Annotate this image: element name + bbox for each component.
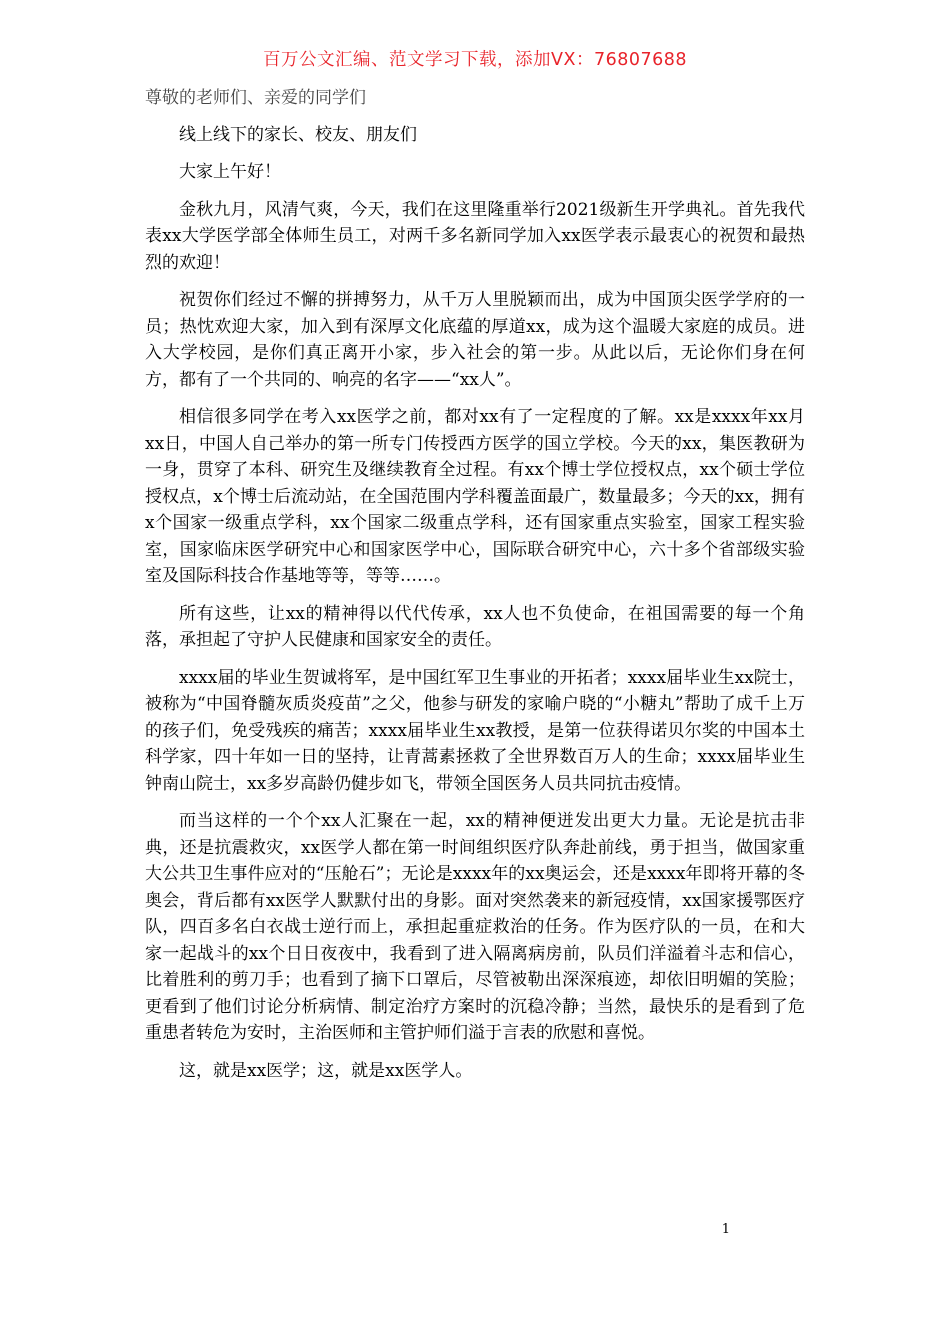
paragraph: 金秋九月，风清气爽，今天，我们在这里隆重举行2021级新生开学典礼。首先我代表xx大学医学部全体师生员工，对两千多名新同学加入xx医学表示最衷心的祝贺和最热烈的欢迎！ xyxy=(145,199,805,273)
paragraph: 所有这些，让xx的精神得以代代传承，xx人也不负使命，在祖国需要的每一个角落，承担起了守护人民健康和国家安全的责任。 xyxy=(145,603,805,650)
paragraph: 相信很多同学在考入xx医学之前，都对xx有了一定程度的了解。xx是xxxx年xx月xx日，中国人自己举办的第一所专门传授西方医学的国立学校。今天的xx，集医教研为一身，贯穿了本科、研究生及继续教育全过程。有xx个博士学位授权点，xx个硕士学位授权点，x个博士后流动站，在全国范围内学科覆盖面最广，数量最多；今天的xx，拥有x个国家一级重点学科，xx个国家二级重点学科，还有国家重点实验室，国家工程实验室，国家临床医学研究中心和国家医学中心，国际联合研究中心，六十多个省部级实验室及国际科技合作基地等等，等等……。 xyxy=(145,407,805,586)
greeting: 大家上午好！ xyxy=(179,162,281,182)
page-number: 1 xyxy=(721,1222,730,1237)
salutation: 尊敬的老师们、亲爱的同学们 xyxy=(145,88,366,108)
paragraph: 而当这样的一个个xx人汇聚在一起，xx的精神便迸发出更大力量。无论是抗击非典，还是抗震救灾，xx医学人都在第一时间组织医疗队奔赴前线，勇于担当，做国家重大公共卫生事件应对的“压舱石”；无论是xxxx年的xx奥运会，还是xxxx年即将开幕的冬奥会，背后都有xx医学人默默付出的身影。面对突然袭来的新冠疫情，xx国家援鄂医疗队，四百多名白衣战士逆行而上，承担起重症救治的任务。作为医疗队的一员，在和大家一起战斗的xx个日日夜夜中，我看到了进入隔离病房前，队员们洋溢着斗志和信心，比着胜利的剪刀手；也看到了摘下口罩后，尽管被勒出深深痕迹，却依旧明媚的笑脸；更看到了他们讨论分析病情、制定治疗方案时的沉稳冷静；当然，最快乐的是看到了危重患者转危为安时，主治医师和主管护师们溢于言表的欣慰和喜悦。 xyxy=(145,811,805,1043)
salutation: 线上线下的家长、校友、朋友们 xyxy=(179,124,417,145)
header-banner: 百万公文汇编、范文学习下载，添加VX：76807688 xyxy=(262,50,688,70)
paragraph: 这，就是xx医学；这，就是xx医学人。 xyxy=(179,1060,473,1081)
document-body xyxy=(145,85,805,1095)
paragraph: xxxx届的毕业生贺诚将军，是中国红军卫生事业的开拓者；xxxx届毕业生xx院士，被称为“中国脊髓灰质炎疫苗”之父，他参与研发的家喻户晓的“小糖丸”帮助了成千上万的孩子们，免受残疾的痛苦；xxxx届毕业生xx教授，是第一位获得诺贝尔奖的中国本土科学家，四十年如一日的坚持，让青蒿素拯救了全世界数百万人的生命；xxxx届毕业生钟南山院士，xx多岁高龄仍健步如飞，带领全国医务人员共同抗击疫情。 xyxy=(145,667,805,794)
paragraph: 祝贺你们经过不懈的拼搏努力，从千万人里脱颖而出，成为中国顶尖医学学府的一员；热忱欢迎大家，加入到有深厚文化底蕴的厚道xx，成为这个温暖大家庭的成员。进入大学校园，是你们真正离开小家，步入社会的第一步。从此以后，无论你们身在何方，都有了一个共同的、响亮的名字——“xx人”。 xyxy=(145,290,805,390)
